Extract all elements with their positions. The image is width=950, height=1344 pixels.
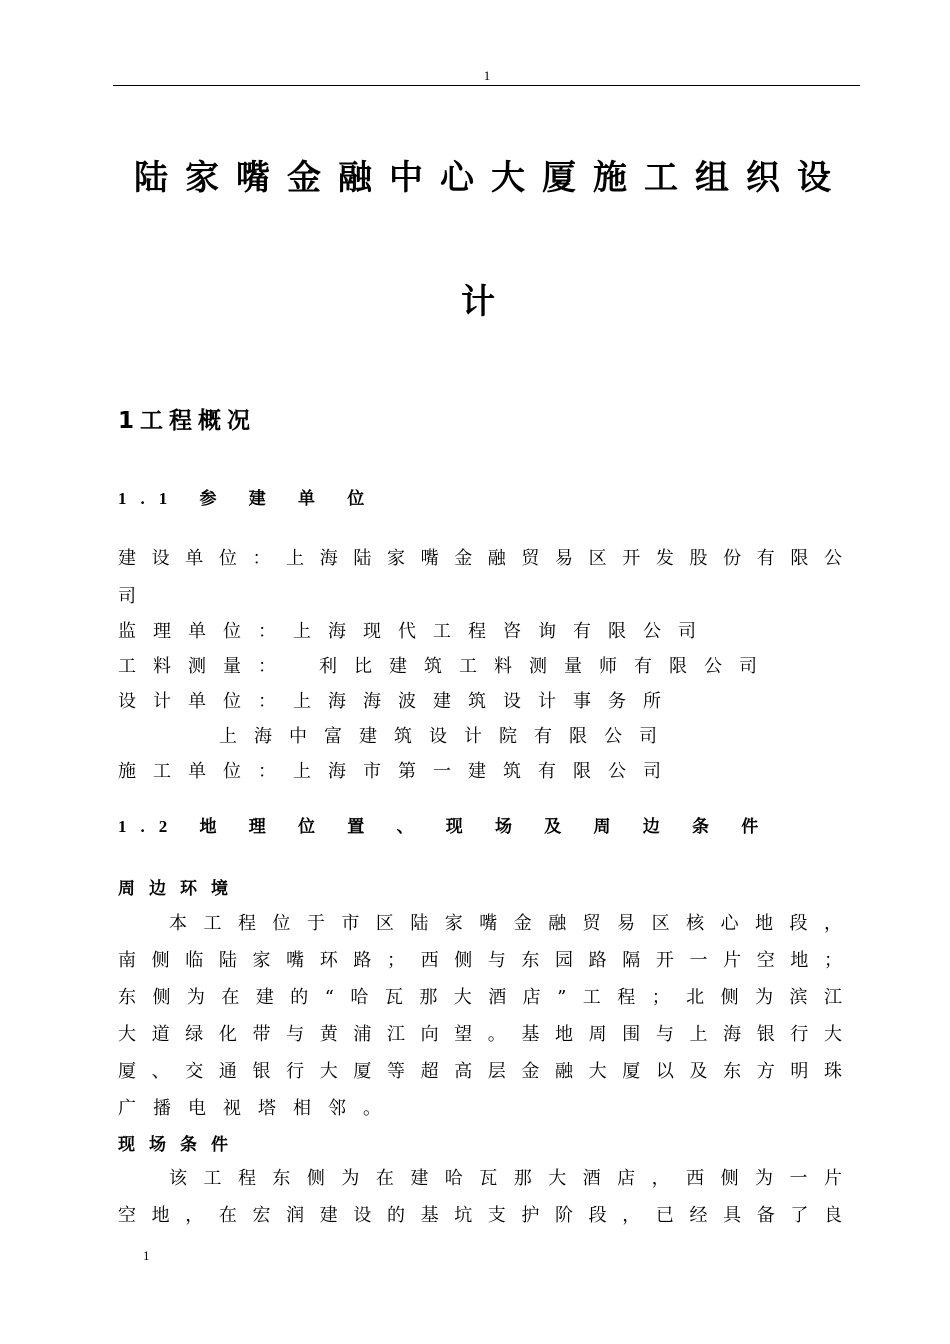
surroundings-line: 南侧临陆家嘴环路；西侧与东园路隔开一片空地； (118, 950, 842, 971)
unit-line-builder-cont: 司 (118, 586, 136, 607)
header-rule (113, 85, 860, 86)
document-title-line-2: 计 (461, 282, 512, 322)
surroundings-heading: 周边环境 (118, 879, 242, 899)
surroundings-line: 东侧为在建的“哈瓦那大酒店”工程；北侧为滨江 (118, 987, 842, 1008)
surroundings-line: 厦、交通银行大厦等超高层金融大厦以及东方明珠 (118, 1061, 842, 1082)
section-1-heading: 1工程概况 (118, 408, 257, 434)
site-conditions-line: 空地，在宏润建设的基坑支护阶段，已经具备了良 (118, 1205, 842, 1226)
section-1-2-heading: 1.2 地 理 位 置 、 现 场 及 周 边 条 件 (118, 817, 773, 836)
section-1-1-heading: 1.1 参 建 单 位 (118, 489, 379, 508)
site-conditions-heading: 现场条件 (118, 1135, 242, 1155)
surroundings-line: 本工程位于市区陆家嘴金融贸易区核心地段， (169, 913, 842, 934)
document-title-line-1: 陆家嘴金融中心大厦施工组织设 (134, 158, 848, 198)
unit-line-designer-2: 上海中富建筑设计院有限公司 (219, 726, 674, 747)
surroundings-line: 广播电视塔相邻。 (118, 1098, 398, 1119)
unit-line-supervisor: 监理单位：上海现代工程咨询有限公司 (118, 621, 713, 642)
unit-line-contractor: 施工单位：上海市第一建筑有限公司 (118, 761, 678, 782)
unit-line-quantity-surveyor: 工料测量： 利比建筑工料测量师有限公司 (118, 656, 774, 677)
surroundings-line: 大道绿化带与黄浦江向望。基地周围与上海银行大 (118, 1024, 842, 1045)
unit-line-builder: 建设单位：上海陆家嘴金融贸易区开发股份有限公 (118, 548, 842, 569)
site-conditions-line: 该工程东侧为在建哈瓦那大酒店，西侧为一片 (169, 1168, 842, 1189)
footer-page-number: 1 (143, 1248, 150, 1263)
header-page-number: 1 (483, 68, 491, 83)
unit-line-designer: 设计单位：上海海波建筑设计事务所 (118, 691, 678, 712)
